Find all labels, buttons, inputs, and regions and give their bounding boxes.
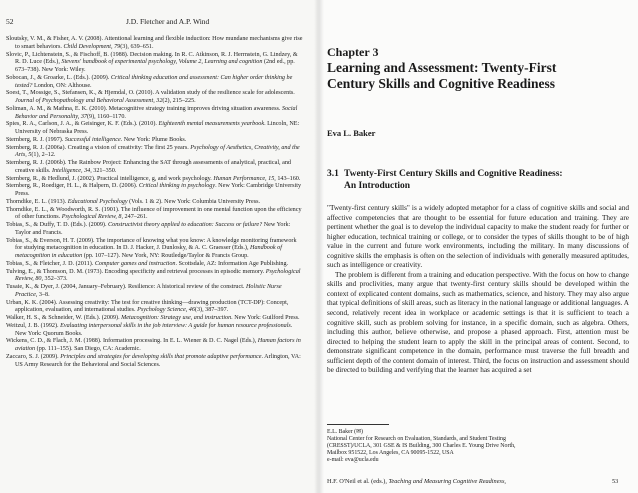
reference-entry	[6, 52, 304, 75]
footnote-line: Mailbox 951522, Los Angeles, CA 90095-1522, USA	[327, 450, 454, 457]
reference-title: Constructivist theory applied to education: Success or failure?	[108, 222, 263, 228]
reference-title: Psychology Science, 46	[137, 307, 195, 314]
reference-entry	[6, 207, 304, 223]
reference-text: Sternberg, R. J. (1997).	[6, 136, 65, 143]
author-footnote	[327, 429, 627, 464]
reference-title: Critical thinking education and assessment: Can higher order thinking be tested?	[15, 74, 293, 89]
body-paragraph-1: "Twenty-first century skills" is a widely adopted metaphor for a class of cognitive skills and social and affective competencies that are thought to be essential for future education and training. They are pertinent whether the goal is to develop the individual capacity to make the student ready for further or higher education, technical training or college, or to consider the types of skills thought to be of high value in the current and future work environments, including the military. In many discussions of cognitive skills the emphasis is often on the selection of individuals with generally measured aptitudes, such as intelligence or creativity.	[327, 204, 629, 270]
reference-details: . New York: Plume Books.	[120, 136, 187, 143]
reference-text: Urban, K. K. (2004). Assessing creativity: The test for creative thinking—drawing production (TCT-DP): Concept, application, evaluation, and international studies.	[6, 299, 289, 314]
body-paragraph-2: The problem is different from a training and education perspective. With the focus on how to change skills and proclivities, many argue that twenty-first century skills should be developed within the context of explicated content domains, such as mathematics, science, and history. They may also argue that typical definitions of skill areas, such as literacy in the national language or additional languages. A second, relatively recent idea in workplace or academic settings is that it is sufficient to teach a cognitive skill, such as problem solving for instance, in a specific domain, such as algebra. Others, including this author, believe otherwise, and propose a phased approach. First, attention must be directed to helping the student learn to apply the skill in the principal areas of content. Second, to demonstrate significant competence in the domain, performance must traverse the full breadth and sufficient depth of the content domain of interest. Third, the focus on instruction and assessment should be directed to building and verifying that the learner has acquired a set	[327, 270, 629, 375]
footnote-line: (CRESST)/UCLA, 301 GSE & IS Building, 300 Charles E. Young Drive North,	[327, 443, 516, 450]
reference-details: . Lincoln, NE: University of Nebraska Press.	[15, 121, 300, 135]
reference-details: , 143–160.	[274, 175, 301, 182]
reference-text: Wickens, C. D., & Flach, J. M. (1988). Information processing. In E. L. Wiener & D. C. Nagel (Eds.),	[6, 338, 258, 345]
reference-details: , 321–350.	[90, 167, 117, 174]
reference-title: Principles and strategies for developing skills that promote adaptive performance	[60, 353, 262, 360]
book-source-editors: H.F. O'Neil et al. (eds.),	[327, 478, 389, 485]
reference-entry	[6, 75, 304, 91]
footnote-line: e-mail: eva@ucla.edu	[327, 457, 379, 464]
reference-entry	[6, 145, 304, 161]
reference-text: Sternberg, R. J. (2006a). Creating a vision of creativity: The first 25 years.	[6, 144, 191, 151]
chapter-author: Eva L. Baker	[327, 128, 376, 138]
reference-list	[6, 36, 304, 369]
reference-entry	[6, 315, 304, 323]
reference-details: , 247–261.	[121, 214, 148, 221]
reference-text: Thorndike, E. L. (1913).	[6, 198, 68, 205]
chapter-title	[327, 60, 627, 92]
reference-details: (1), 2–12.	[31, 152, 56, 159]
left-page-number: 52	[6, 17, 14, 26]
reference-entry	[6, 160, 304, 176]
reference-text: Slovic, P., Lichtenstein, S., & Fischoff, B. (1988). Decision making. In R. C. Atkinson, R. J. Herrnstein, G. Lindzey, & R. D. Luce (Eds.),	[6, 51, 298, 66]
reference-entry	[6, 106, 304, 122]
body-text	[327, 204, 629, 376]
reference-title: Computer games and instruction	[94, 260, 176, 267]
reference-entry	[6, 323, 304, 339]
reference-title: Intelligence, 34	[52, 167, 91, 174]
reference-title: Psychological Review, 8	[61, 214, 122, 221]
reference-details: , 3–8.	[35, 291, 50, 298]
reference-title: Evaluating interpersonal skills in the job interview: A guide for human resource professionals	[60, 322, 291, 329]
reference-details: . New York: Guilford Press.	[231, 315, 300, 321]
reference-entry	[6, 300, 304, 316]
reference-details: (2), 215–225.	[162, 98, 196, 104]
reference-text: Sobocan, J., & Groarke, L. (Eds.). (2009).	[6, 74, 111, 81]
reference-details: (9), 1160–1170.	[86, 113, 126, 120]
reference-entry	[6, 354, 304, 370]
reference-text: Weitzul, J. B. (1992).	[6, 322, 61, 329]
reference-details: . New York: Quorum Books.	[15, 322, 293, 337]
reference-title: Social Behavior and Personality, 37	[15, 105, 298, 120]
reference-text: Tobias, S., & Duffy, T. D. (Eds.). (2009).	[6, 222, 109, 228]
right-page-number: 53	[612, 478, 619, 485]
reference-title: Human Performance, 15	[213, 175, 275, 182]
footnote-line: National Center for Research on Evaluation, Standards, and Student Testing	[327, 436, 506, 443]
reference-text: Soest, T., Mossige, S., Stefansen, K., & Hjemdal, O. (2010). A validation study of the resilience scale for adolescents.	[6, 90, 295, 97]
reference-text: Soliman, A. M., & Mathna, E. K. (2010). Metacognitive strategy training improves driving situation awareness.	[6, 105, 282, 112]
reference-entry	[6, 137, 304, 145]
reference-title: Eighteenth mental measurements yearbook	[158, 121, 265, 128]
reference-entry	[6, 238, 304, 261]
reference-title: Psychology of Aesthetics, Creativity, and the Arts, 5	[15, 144, 300, 159]
reference-entry	[6, 269, 304, 285]
reference-text: Tulving, E., & Thomson, D. M. (1973). Encoding specificity and retrieval processes in episodic memory.	[6, 268, 266, 275]
reference-title: Educational Psychology	[67, 198, 128, 205]
reference-entry	[6, 222, 304, 238]
reference-details: , 352–373.	[41, 276, 68, 283]
reference-text: Tusaie, K., & Dyer, J. (2004, January–February). Resilience: A historical review of the construct.	[6, 284, 246, 290]
book-source-title: Teaching and Measuring Cognitive Readiness,	[388, 478, 506, 485]
reference-details: . Arlington, VA: US Army Research for the Behavioral and Social Sciences.	[15, 353, 301, 368]
reference-text: Thorndike, E. L., & Woodworth, R. S. (1901). The influence of improvement in one mental function upon the efficiency of other functions.	[6, 206, 302, 221]
reference-title: Stevens' handbook of experimental psychology, Volume 2, Learning and cognition	[61, 59, 263, 66]
reference-title: Child Development, 79	[63, 43, 121, 50]
reference-details: (3), 639–651.	[120, 43, 154, 50]
reference-details: London, ON: Althouse.	[32, 82, 92, 89]
reference-details: (pp. 111–155). San Diego, CA: Academic.	[35, 346, 141, 352]
reference-text: Tobias, S., & Fletcher, J. D. (2011).	[6, 260, 95, 267]
chapter-title-line-2: Century Skills and Cognitive Readiness	[327, 76, 556, 91]
reference-entry	[6, 284, 304, 300]
reference-text: Sternberg, R., & Hedlund, J. (2002). Practical intelligence, g, and work psychology.	[6, 175, 214, 182]
reference-title: Journal of Psychopathology and Behavioral Assessment, 32	[15, 98, 163, 104]
reference-entry	[6, 90, 304, 106]
footnote-rule	[327, 424, 389, 425]
reference-title: Successful intelligence	[64, 136, 121, 143]
footnote-line: E.L. Baker (✉)	[327, 429, 364, 435]
reference-title: Psychological Review, 80	[15, 268, 301, 283]
section-title-line-2: An Introduction	[344, 181, 411, 191]
book-source-line	[327, 478, 506, 485]
reference-text: Sternberg, R. J. (2006b). The Rainbow Project: Enhancing the SAT through assessments of analytical, practical, and creative skills.	[6, 160, 291, 174]
section-heading	[327, 168, 627, 192]
reference-details: New York: Taylor and Francis.	[15, 222, 291, 236]
reference-entry	[6, 199, 304, 207]
reference-title: Handbook of metacognition in education	[15, 245, 282, 259]
reference-text: Spies, R. A., Carlson, J. A., & Geisinger, K. F. (Eds.). (2010).	[6, 121, 159, 128]
reference-text: Tobias, S., & Everson, H. T. (2009). The importance of knowing what you know: A knowledge monitoring framework for studying metacognition in education. In D. J. Hacker, J. Dunlosky, & A. C. Graesser (Eds.),	[6, 237, 297, 252]
reference-entry	[6, 261, 304, 269]
reference-details: . New York: Cambridge University Press.	[15, 183, 302, 197]
reference-entry	[6, 183, 304, 199]
reference-text: Sternberg, R., Roediger, H. L., & Halpern, D. (2006).	[6, 183, 139, 190]
page-gutter	[314, 0, 324, 493]
reference-text: Walker, H. S., & Schneider, W. (Eds.). (2009).	[6, 315, 122, 321]
reference-details: (2nd ed., pp. 673–738). New York: Wiley.	[15, 59, 295, 73]
reference-entry	[6, 121, 304, 137]
reference-details: (Vols. 1 & 2). New York: Columbia University Press.	[127, 198, 261, 205]
reference-details: . Scottsdale, AZ: Information Age Publishing.	[175, 260, 289, 267]
reference-title: Metacognition: Strategy use, and instruction	[121, 315, 232, 321]
section-title-line-1: Twenty-First Century Skills and Cognitive Readiness:	[344, 169, 563, 179]
reference-details: (3), 387–397.	[194, 307, 229, 314]
reference-entry	[6, 36, 304, 52]
section-number: 3.1	[327, 169, 339, 179]
reference-title: Critical thinking in psychology	[138, 183, 216, 190]
chapter-title-line-1: Learning and Assessment: Twenty-First	[327, 60, 557, 75]
chapter-label: Chapter 3	[327, 45, 379, 59]
reference-text: Zaccaro, S. J. (2009).	[6, 353, 61, 360]
reference-title: Holistic Nurse Practice	[15, 284, 282, 298]
reference-entry	[6, 338, 304, 354]
reference-title: Human factors in aviation	[15, 338, 301, 352]
reference-details: (pp. 107–127). New York, NY: Routledge/Taylor & Francis Group.	[82, 253, 249, 259]
running-head: J.D. Fletcher and A.P. Wind	[126, 17, 210, 26]
reference-text: Sloutsky, V. M., & Fisher, A. V. (2008). Attentional learning and flexible induction: How mundane mechanisms give rise to smart behaviors.	[6, 36, 303, 50]
